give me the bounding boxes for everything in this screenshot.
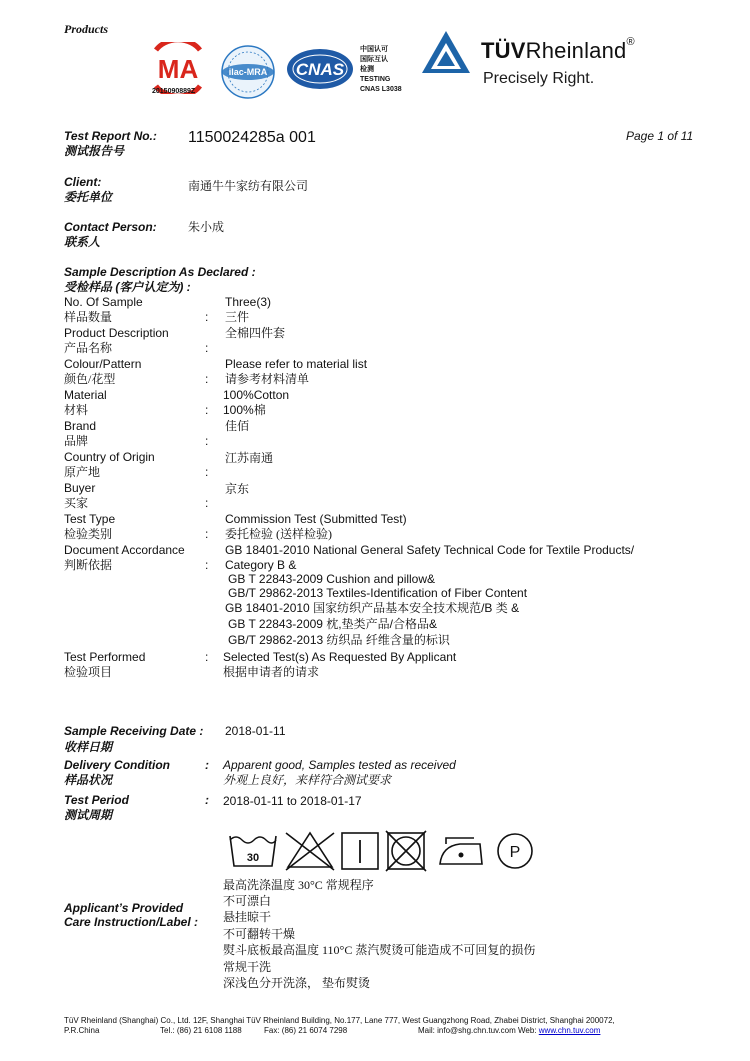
row-colon: : [205,341,209,355]
ilac-text: ilac-MRA [228,67,268,77]
footer-fax: Fax: (86) 21 6074 7298 [264,1026,348,1035]
test-performed-value: Selected Test(s) As Requested By Applicant [223,650,457,664]
footer-tel: Tel.: (86) 21 6108 1188 [160,1026,242,1035]
test-period-value: 2018-01-11 to 2018-01-17 [223,794,362,808]
test-performed-value-cn: 根据申请者的请求 [223,665,320,679]
delivery-condition-label: Delivery Condition [64,758,171,772]
sample-row-value: Three(3) [225,295,272,309]
no-bleach-icon [286,833,334,870]
care-line: 悬挂晾干 [223,910,272,924]
dry-clean-letter: P [509,844,521,861]
sample-row-label-cn: 买家 [64,496,89,510]
footer-web-link[interactable]: www.chn.tuv.com [538,1026,601,1035]
sample-row-value: 100%Cotton [223,388,290,402]
row-colon: : [205,310,209,324]
sample-row-label: No. Of Sample [64,295,143,309]
sample-row-label-cn: 原产地 [64,465,101,479]
report-no-label: Test Report No.: [64,129,157,143]
sample-row-value-cn: 委托检验 (送样检验) [225,527,332,541]
row-colon: : [205,496,209,510]
sample-row-value: 京东 [225,482,250,496]
row-colon: : [205,527,209,541]
receiving-date-label: Sample Receiving Date : [64,724,204,738]
sample-row-value-cn: 三件 [225,310,250,324]
tuv-triangle-icon [420,29,472,75]
test-performed-label-cn: 检验项目 [64,665,113,679]
cma-text: MA [157,54,199,84]
footer [64,1016,615,1036]
sample-row-value-cn: 请参考材料清单 [225,372,310,386]
client-label-cn: 委托单位 [64,190,113,204]
care-line: 深浅色分开洗涤， 垫布熨烫 [223,976,371,990]
receiving-date-value: 2018-01-11 [225,724,286,738]
sample-heading: Sample Description As Declared : [64,265,256,279]
footer-mail: Mail: info@shg.chn.tuv.com Web: www.chn.tuv.com [418,1026,601,1035]
cnas-text: CNAS [295,60,345,79]
sample-row-label: Test Type [64,512,116,526]
footer-address: TüV Rheinland (Shanghai) Co., Ltd. 12F, Shanghai TüV Rheinland Building, No.177, Lane 777, West Guangzhong Road, Zhabei District, Shanghai 200072, [64,1016,615,1025]
cnas-logo [286,47,354,91]
row-colon: : [205,465,209,479]
care-line: 不可漂白 [223,894,272,908]
sample-row-label: Brand [64,419,97,433]
cma-number: 2015090889Z [152,88,196,95]
sample-row-value: 佳佰 [225,419,250,433]
sample-row-value: 江苏南通 [225,451,274,465]
delivery-condition-label-cn: 样品状况 [64,773,113,787]
cma-logo [146,42,210,94]
sample-row-label-cn: 颜色/花型 [64,372,116,386]
sample-row-label-cn: 品牌 [64,434,89,448]
row-colon: : [205,372,209,386]
report-number: 1150024285a 001 [188,129,316,146]
sample-row-label: Material [64,388,107,402]
sample-row-value: 全棉四件套 [225,326,286,340]
sample-row-value-cn: 100%棉 [223,403,266,417]
iron-icon [440,838,482,864]
row-colon: : [205,434,209,448]
row-colon: : [205,793,209,807]
doc-accordance-label-cn: 判断依据 [64,558,113,572]
sample-row-label-cn: 检验类别 [64,527,113,541]
sample-row-label-cn: 样品数量 [64,310,113,324]
ilac-mra-logo [220,44,276,100]
row-colon: : [205,558,209,572]
receiving-date-label-cn: 收样日期 [64,740,113,754]
wash-30-icon [230,836,276,866]
hang-dry-icon [342,833,378,869]
doc-accordance-label: Document Accordance [64,543,185,557]
doc-line: Category B & [225,558,297,572]
no-tumble-dry-icon [386,831,426,871]
products-label: Products [64,22,109,36]
sample-row-value: Commission Test (Submitted Test) [225,512,407,526]
sample-heading-cn: 受检样品 (客户认定为) : [64,280,191,294]
sample-row-label-cn: 材料 [64,403,89,417]
test-period-label: Test Period [64,793,129,807]
care-label-line1: Applicant’s Provided [64,901,184,915]
doc-line: GB T 22843-2009 Cushion and pillow& [228,572,436,586]
doc-line: GB 18401-2010 国家纺织产品基本安全技术规范/B 类 & [225,601,520,615]
contact-value: 朱小成 [188,220,225,234]
care-line: 常规干洗 [223,960,272,974]
sample-row-label: Country of Origin [64,450,155,464]
contact-label-cn: 联系人 [64,235,101,249]
sample-row-label-cn: 产品名称 [64,341,113,355]
test-period-label-cn: 测试周期 [64,808,113,822]
client-label: Client: [64,175,102,189]
delivery-condition-value-cn: 外观上良好，来样符合测试要求 [223,773,392,787]
page-indicator: Page 1 of 11 [626,129,694,143]
care-label-line2: Care Instruction/Label : [64,915,199,929]
row-colon: : [205,650,209,664]
sample-row-value: Please refer to material list [225,357,368,371]
care-line: 最高洗涤温度 30°C 常规程序 [223,878,374,892]
sample-row-label: Product Description [64,326,169,340]
contact-label: Contact Person: [64,220,157,234]
row-colon: : [205,758,209,772]
care-line: 熨斗底板最高温度 110°C 蒸汽熨烫可能造成不可回复的损伤 [223,943,536,957]
sample-row-label: Buyer [64,481,96,495]
report-no-label-cn: 测试报告号 [64,144,125,158]
cnas-accreditation-text: 中国认可 国际互认 检测 TESTING CNAS L3038 [360,46,402,93]
tuv-slogan: Precisely Right. [483,70,595,87]
wash-temp-text: 30 [246,852,260,864]
doc-line: GB T 22843-2009 枕,垫类产品/合格品& [228,617,437,631]
sample-row-label: Colour/Pattern [64,357,142,371]
care-symbols [228,830,538,872]
doc-line: GB 18401-2010 National General Safety Technical Code for Textile Products/ [225,543,635,557]
delivery-condition-value: Apparent good, Samples tested as received [223,758,456,772]
footer-country: P.R.China [64,1026,100,1035]
client-value: 南通牛牛家纺有限公司 [188,179,309,193]
dry-clean-p-icon [498,834,532,868]
row-colon: : [205,403,209,417]
doc-line: GB/T 29862-2013 Textiles-Identification of Fiber Content [228,586,528,600]
doc-line: GB/T 29862-2013 纺织品 纤维含量的标识 [228,633,450,647]
test-performed-label: Test Performed [64,650,146,664]
tuv-rheinland-wordmark: TÜVRheinland® [481,36,635,63]
care-line: 不可翻转干燥 [223,927,296,941]
